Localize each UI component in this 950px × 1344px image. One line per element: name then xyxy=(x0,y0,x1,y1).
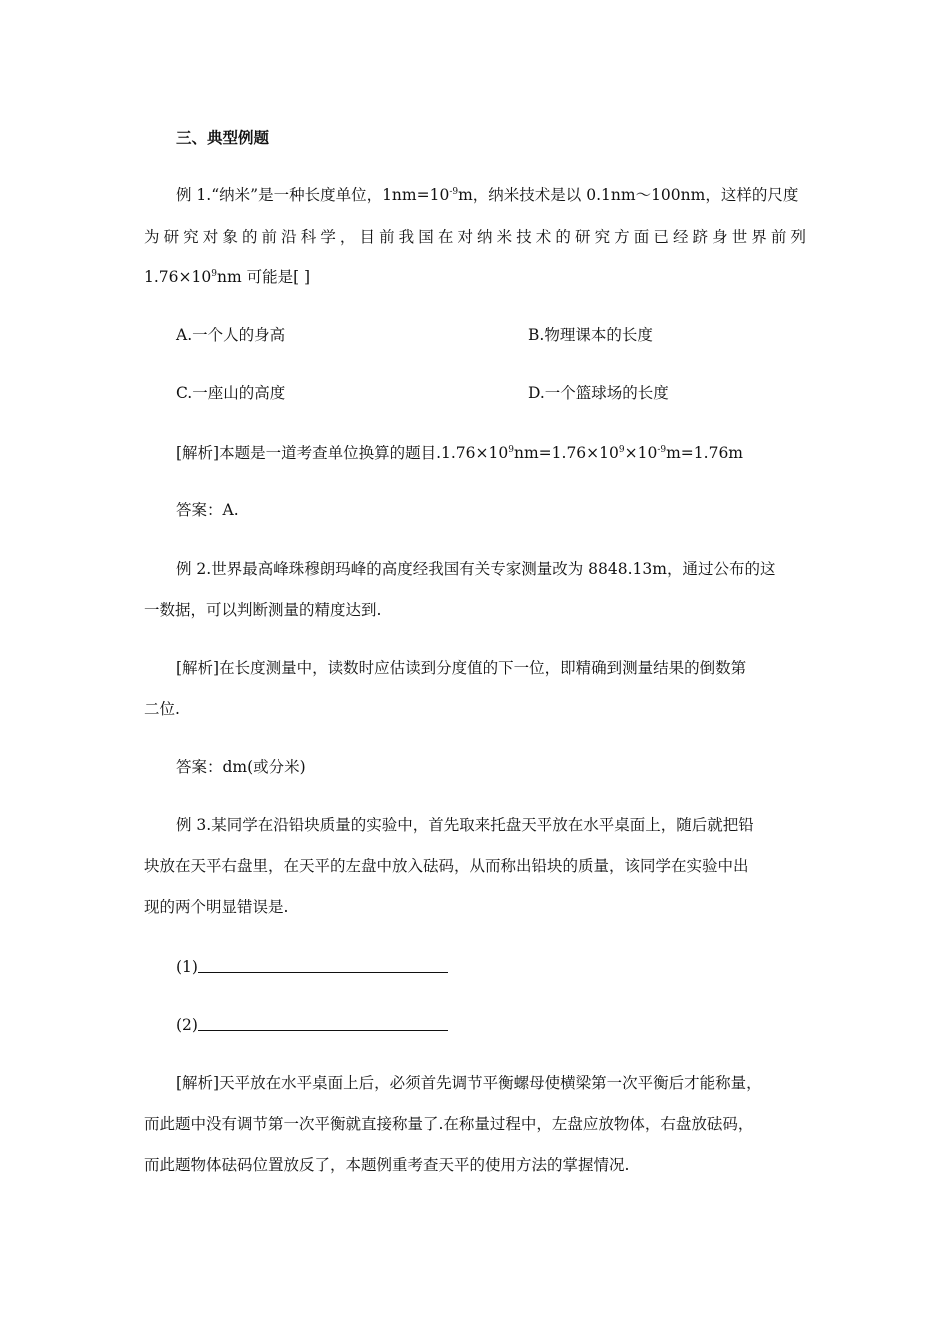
blank-2 xyxy=(176,1018,448,1034)
option-c: C.一座山的高度 xyxy=(176,384,286,402)
example3-line3: 现的两个明显错误是. xyxy=(144,898,289,916)
example2-line1: 例 2.世界最高峰珠穆朗玛峰的高度经我国有关专家测量改为 8848.13m，通过公布的这 xyxy=(176,560,776,578)
section-title: 三、典型例题 xyxy=(176,128,270,147)
example1-answer: 答案：A. xyxy=(176,501,239,519)
analysis-mid-1: nm=1.76×10 xyxy=(513,444,619,462)
example1-analysis xyxy=(176,446,743,462)
example1-line2: 为研究对象的前沿科学，目前我国在对纳米技术的研究方面已经跻身世界前列 xyxy=(144,228,806,246)
example1-line3-exponent: 9 xyxy=(211,269,217,279)
example1-line1 xyxy=(176,188,798,204)
blank-1-underline xyxy=(198,960,448,973)
example2-answer: 答案：dm(或分米) xyxy=(176,758,306,776)
analysis-exponent-1: 9 xyxy=(508,445,514,455)
example1-line1-post: m，纳米技术是以 0.1nm～100nm，这样的尺度 xyxy=(458,186,799,204)
option-d: D.一个篮球场的长度 xyxy=(528,384,669,402)
blank-2-underline xyxy=(198,1018,448,1031)
example1-line3-pre: 1.76×10 xyxy=(144,268,212,286)
example3-line1: 例 3.某同学在沿铅块质量的实验中，首先取来托盘天平放在水平桌面上，随后就把铅 xyxy=(176,816,754,834)
example1-line3 xyxy=(144,270,310,286)
example3-analysis-line3: 而此题物体砝码位置放反了，本题例重考查天平的使用方法的掌握情况. xyxy=(144,1156,630,1174)
example3-analysis-line1: [解析]天平放在水平桌面上后，必须首先调节平衡螺母使横梁第一次平衡后才能称量， xyxy=(176,1074,762,1092)
example2-line2: 一数据，可以判断测量的精度达到. xyxy=(144,601,382,619)
example3-analysis-line2: 而此题中没有调节第一次平衡就直接称量了.在称量过程中，左盘应放物体，右盘放砝码， xyxy=(144,1115,754,1133)
analysis-exponent-3: -9 xyxy=(657,445,667,455)
analysis-mid-2: ×10 xyxy=(624,444,658,462)
example1-line1-pre: 例 1.“纳米”是一种长度单位，1nm=10 xyxy=(176,186,450,204)
example2-analysis-line1: [解析]在长度测量中，读数时应估读到分度值的下一位，即精确到测量结果的倒数第 xyxy=(176,659,747,677)
blank-2-label: (2) xyxy=(176,1016,198,1034)
example1-line1-exponent: -9 xyxy=(449,187,459,197)
analysis-post: m=1.76m xyxy=(666,444,744,462)
example2-analysis-line2: 二位. xyxy=(144,700,180,718)
analysis-exponent-2: 9 xyxy=(618,445,625,455)
blank-1 xyxy=(176,960,448,976)
option-b: B.物理课本的长度 xyxy=(528,326,653,344)
example3-line2: 块放在天平右盘里，在天平的左盘中放入砝码，从而称出铅块的质量，该同学在实验中出 xyxy=(144,857,749,875)
analysis-pre: [解析]本题是一道考查单位换算的题目.1.76×10 xyxy=(176,444,509,462)
example1-line3-post: nm 可能是[ ] xyxy=(216,268,311,286)
option-a: A.一个人的身高 xyxy=(176,326,286,344)
blank-1-label: (1) xyxy=(176,958,198,976)
